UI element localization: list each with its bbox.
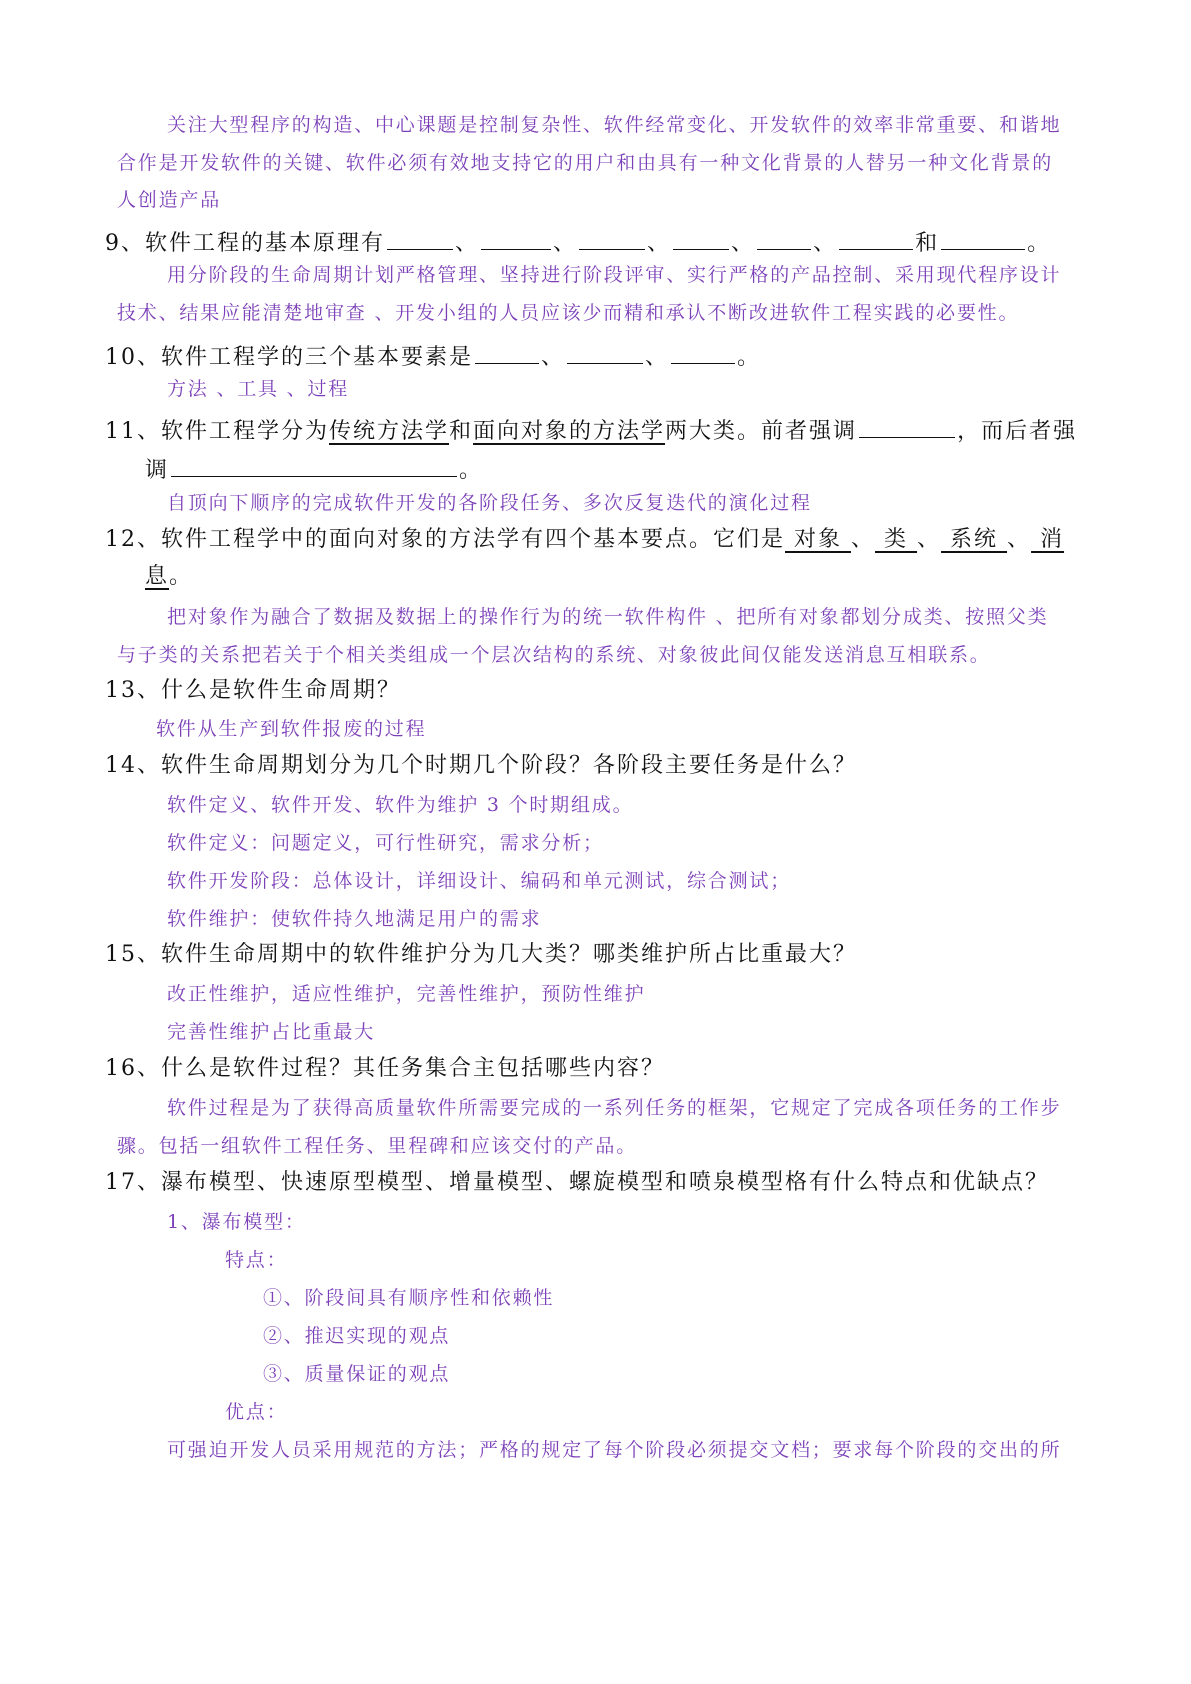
question-14: 14、软件生命周期划分为几个时期几个阶段？各阶段主要任务是什么？ — [105, 753, 857, 778]
answer-16-line-1: 软件过程是为了获得高质量软件所需要完成的一系列任务的框架，它规定了完成各项任务的工作步 — [167, 1097, 1062, 1119]
question-11-line-1: 11、软件工程学分为传统方法学和面向对象的方法学两大类。前者强调 ，而后者强 — [105, 415, 1077, 443]
answer-17-advantages-label: 优点： — [225, 1401, 288, 1423]
question-17: 17、瀑布模型、快速原型模型、增量模型、螺旋模型和喷泉模型格有什么特点和优缺点？ — [105, 1170, 1049, 1195]
answer-12-line-2: 与子类的关系把若关于个相关类组成一个层次结构的系统、对象彼此间仅能发送消息互相联系。 — [117, 644, 991, 666]
question-11-line-2: 调 。 — [145, 454, 483, 482]
answer-17-point-2: ②、推迟实现的观点 — [263, 1325, 451, 1347]
question-12-line-2: 息。 — [145, 564, 194, 589]
question-15: 15、软件生命周期中的软件维护分为几大类？哪类维护所占比重最大？ — [105, 942, 857, 967]
question-10: 10、软件工程学的三个基本要素是 、 、 。 — [105, 341, 761, 369]
answer-14-line-2: 软件定义：问题定义，可行性研究，需求分析； — [167, 832, 604, 854]
question-16: 16、什么是软件过程？其任务集合主包括哪些内容？ — [105, 1056, 665, 1081]
answer-17-point-1: ①、阶段间具有顺序性和依赖性 — [263, 1287, 555, 1309]
answer-11: 自顶向下顺序的完成软件开发的各阶段任务、多次反复迭代的演化过程 — [167, 492, 812, 514]
answer-15-line-1: 改正性维护，适应性维护，完善性维护，预防性维护 — [167, 983, 646, 1005]
question-13: 13、什么是软件生命周期？ — [105, 678, 401, 703]
question-12-line-1: 12、软件工程学中的面向对象的方法学有四个基本要点。它们是 对象 、 类 、 系统 、 消 — [105, 527, 1065, 552]
answer-15-line-2: 完善性维护占比重最大 — [167, 1021, 376, 1043]
question-9: 9、软件工程的基本原理有 、 、 、 、 、 和 。 — [105, 227, 1051, 255]
answer-9-line-1: 用分阶段的生命周期计划严格管理、坚持进行阶段评审、实行严格的产品控制、采用现代程序设计 — [167, 264, 1062, 286]
answer-16-line-2: 骤。包括一组软件工程任务、里程碑和应该交付的产品。 — [117, 1135, 638, 1157]
answer-14-line-4: 软件维护：使软件持久地满足用户的需求 — [167, 908, 542, 930]
answer-14-line-1: 软件定义、软件开发、软件为维护 3 个时期组成。 — [167, 794, 634, 816]
answer-17-advantages-line-1: 可强迫开发人员采用规范的方法；严格的规定了每个阶段必须提交文档；要求每个阶段的交出的所 — [167, 1439, 1062, 1461]
answer-8-line-1: 关注大型程序的构造、中心课题是控制复杂性、软件经常变化、开发软件的效率非常重要、和谐地 — [167, 114, 1062, 136]
answer-10: 方法 、工具 、过程 — [167, 378, 350, 400]
answer-9-line-2: 技术、结果应能清楚地审查 、开发小组的人员应该少而精和承认不断改进软件工程实践的必要性。 — [117, 302, 1020, 324]
answer-8-line-2: 合作是开发软件的关键、软件必须有效地支持它的用户和由具有一种文化背景的人替另一种文化背景的 — [117, 152, 1054, 174]
answer-17-features-label: 特点： — [225, 1249, 288, 1271]
answer-12-line-1: 把对象作为融合了数据及数据上的操作行为的统一软件构件 、把所有对象都划分成类、按照父类 — [167, 606, 1049, 628]
answer-17-heading: 1、瀑布模型： — [167, 1211, 306, 1233]
answer-14-line-3: 软件开发阶段：总体设计，详细设计、编码和单元测试，综合测试； — [167, 870, 792, 892]
answer-17-point-3: ③、质量保证的观点 — [263, 1363, 451, 1385]
answer-13: 软件从生产到软件报废的过程 — [156, 718, 427, 740]
answer-8-line-3: 人创造产品 — [117, 189, 222, 211]
